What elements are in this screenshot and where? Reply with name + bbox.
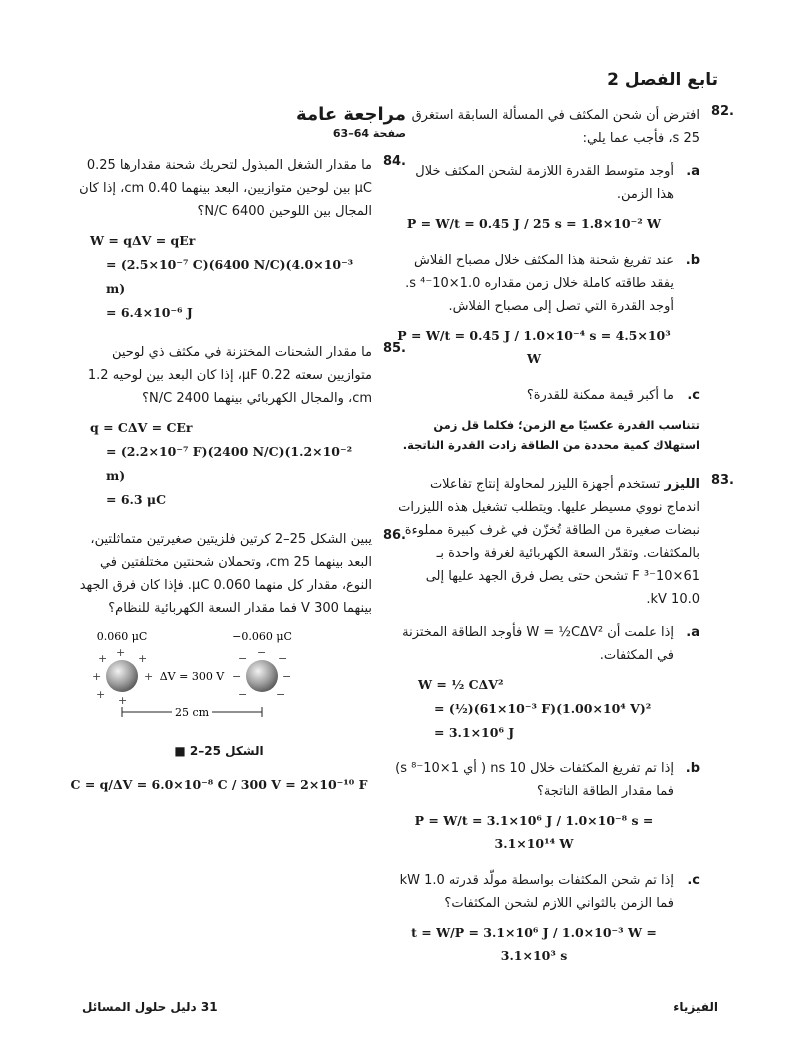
subpart-a [394,160,700,239]
equation-line: q = CΔV = CEr [90,420,193,435]
subpart-label: a. [686,164,700,179]
svg-text:+: + [92,670,102,683]
negative-sphere [246,660,278,692]
subpart-text: إذا تم تفريغ المكثفات خلال 10 ns ( أي 1×10⁻⁸ s) فما مقدار الطاقة الناتجة؟ [395,761,674,799]
problem-83 [394,473,734,971]
subpart-b [394,757,700,859]
left-column [66,104,406,814]
book-title: دليل حلول المسائل [82,1000,197,1014]
svg-text:+: + [118,694,128,707]
subpart-b [394,249,700,374]
svg-text:+: + [98,652,108,665]
subpart-text: ما أكبر قيمة ممكنة للقدرة؟ [526,388,674,403]
equation-block [66,416,372,512]
voltage-label: ΔV = 300 V [159,670,225,683]
problem-term: الليزر [664,477,700,492]
positive-sphere [106,660,138,692]
answer-note: تتناسب القدرة عكسيًا مع الزمن؛ فكلما قل زمن استهلاك كمية محددة من الطاقة زادت القدرة الناتجة. [402,418,700,452]
charge-positive-label: 0.060 μC [96,630,148,643]
chapter-title: تابع الفصل 2 [607,70,718,90]
subpart-text: إذا تم شحن المكثفات بواسطة مولّد قدرته 1.0 kW فما الزمن بالثواني اللازم لشحن المكثفات؟ [399,873,674,911]
problem-text: ما مقدار الشغل المبذول لتحريك شحنة مقدارها 0.25 μC بين لوحين متوازيين، البعد بينهما 0.40 cm، إذا كان المجال بين اللوحين 6400 N/C؟ [79,158,372,219]
charge-negative-label: −0.060 μC [232,630,292,643]
distance-label: 25 cm [174,706,210,719]
equation-line: W = ½ CΔV² [418,677,504,692]
subpart-a [394,621,700,747]
subpart-label: c. [687,388,700,403]
svg-text:−: − [282,670,292,683]
equation-line: = (2.2×10⁻⁷ F)(2400 N/C)(1.2×10⁻² m) [106,444,353,483]
equation: C = q/ΔV = 6.0×10⁻⁸ C / 300 V = 2×10⁻¹⁰ F [70,777,368,792]
problem-85 [66,341,406,514]
svg-text:+: + [144,670,154,683]
figure-25-2 [66,628,372,763]
subpart-text: أوجد متوسط القدرة اللازمة لشحن المكثف خلال هذا الزمن. [415,164,674,202]
section-pages: صفحة 64–63 [332,127,406,140]
equation-line: = (2.5×10⁻⁷ C)(6400 N/C)(4.0×10⁻³ m) [106,257,354,296]
problem-number: 82. [710,104,734,119]
equation: t = W/P = 3.1×10⁶ J / 1.0×10⁻³ W = 3.1×10³ s [411,925,657,963]
problem-82 [394,104,734,459]
svg-text:−: − [276,688,286,701]
figure-bullet-icon: ■ [174,744,190,758]
footer-book [82,1000,228,1014]
page-number: 31 [200,1000,218,1014]
subpart-label: a. [686,625,700,640]
subpart-label: b. [685,761,700,776]
problem-body [66,528,372,800]
equation-line: = 6.4×10⁻⁶ J [106,305,193,320]
subpart-text: إذا علمت أن W = ½CΔV² فأوجد الطاقة المختزنة في المكثفات. [402,625,674,663]
problem-number: 84. [382,154,406,169]
problem-number: 85. [382,341,406,356]
equation-line: = 6.3 μC [106,492,167,507]
problem-84 [66,154,406,327]
svg-text:−: − [238,688,248,701]
figure-graphic [72,628,372,728]
problem-text: يبين الشكل 25–2 كرتين فلزيتين صغيرتين متماثلتين، البعد بينهما 25 cm، وتحملان شحنتين مختلفتين في النوع، مقدار كل منهما 0.060 μC. فإذا كان فرق الجهد بينهما 300 V فما مقدار السعة الكهربائية للنظام؟ [79,532,372,616]
problem-number: 86. [382,528,406,543]
footer-subject: الفيزياء [673,1000,718,1014]
svg-text:−: − [232,670,242,683]
problem-body [394,473,700,971]
right-column [394,104,734,985]
problem-body [66,154,372,327]
svg-text:+: + [138,652,148,665]
subpart-label: c. [687,873,700,888]
equation-line: = (½)(61×10⁻³ F)(1.00×10⁴ V)² [434,701,652,716]
svg-text:−: − [257,646,267,659]
problem-number: 83. [710,473,734,488]
subpart-text: عند تفريغ شحنة هذا المكثف خلال مصباح الفلاش يفقد طاقته كاملة خلال زمن مقداره 1.0×10⁻⁴ s. أوجد القدرة التي تصل إلى مصباح الفلاش. [405,253,674,314]
problem-text: افترض أن شحن المكثف في المسألة السابقة استغرق 25 s، فأجب عما يلي: [411,108,700,146]
problem-text: ما مقدار الشحنات المختزنة في مكثف ذي لوحين متوازيين سعته 0.22 μF، إذا كان البعد بين لوحيه 1.2 cm، والمجال الكهربائي بينهما 2400 N/C؟ [87,345,372,406]
section-title: مراجعة عامة [296,104,406,125]
problem-body [66,341,372,514]
equation-line: W = qΔV = qEr [90,233,196,248]
equation: P = W/t = 0.45 J / 25 s = 1.8×10⁻² W [406,216,662,231]
figure-caption: الشكل 25–2 [189,744,264,758]
problem-86 [66,528,406,800]
equation-block [394,673,674,745]
svg-text:+: + [96,688,106,701]
equation-block [66,229,372,325]
equation: P = W/t = 3.1×10⁶ J / 1.0×10⁻⁸ s = 3.1×10¹⁴ W [414,813,654,851]
equation: P = W/t = 0.45 J / 1.0×10⁻⁴ s = 4.5×10³ W [397,328,671,366]
subpart-c [394,869,700,971]
problem-body [394,104,700,459]
subpart-c [394,384,700,407]
equation-line: = 3.1×10⁶ J [434,725,515,740]
svg-text:+: + [116,646,126,659]
svg-text:−: − [278,652,288,665]
svg-text:−: − [238,652,248,665]
subpart-label: b. [685,253,700,268]
problem-text: تستخدم أجهزة الليزر لمحاولة إنتاج تفاعلات اندماج نووي مسيطر عليها. ويتطلب تشغيل هذه الليزرات نبضات صغيرة من الطاقة تُخزّن في غرف كبيرة مملوءة بالمكثفات. وتقدّر السعة الكهربائية لغرفة واحدة بـ 61×10⁻³ F تشحن حتى يصل فرق الجهد عليها إلى 10.0 kV. [398,477,700,607]
